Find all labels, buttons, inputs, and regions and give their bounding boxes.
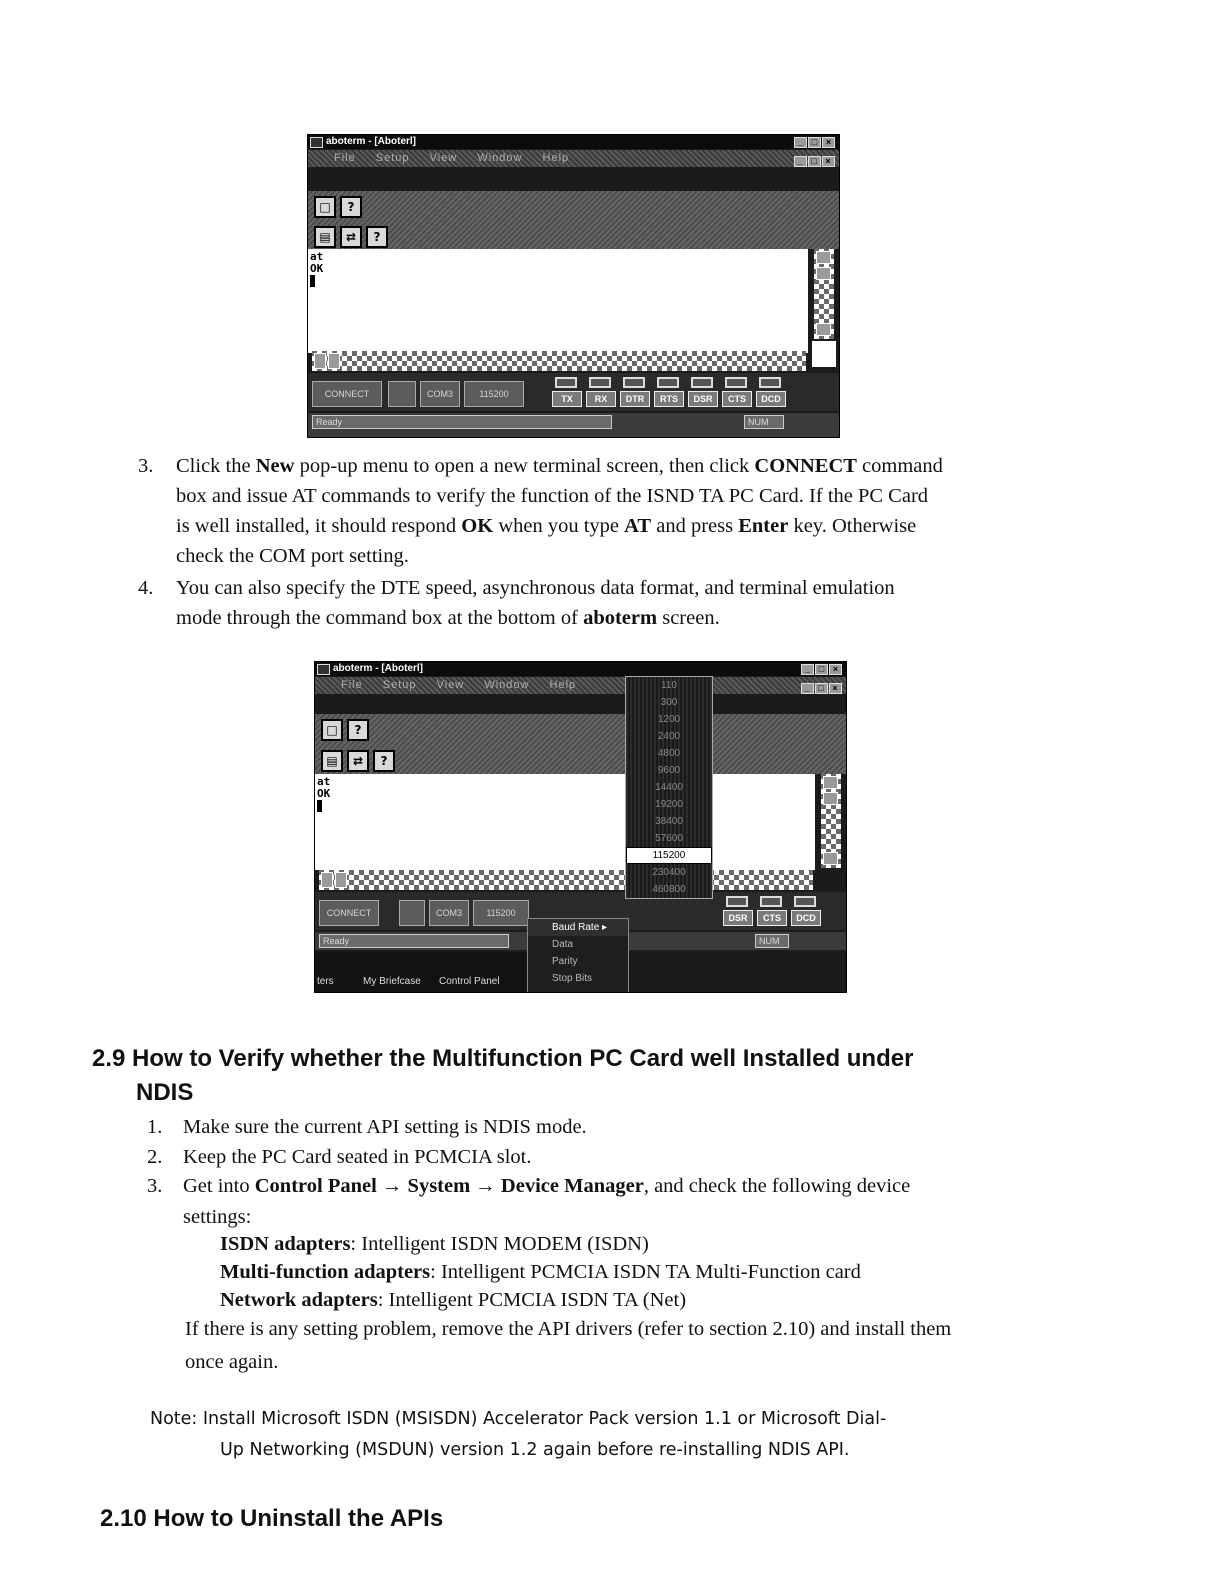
command-box-row — [308, 373, 839, 411]
window-title-bar — [308, 135, 839, 149]
menu-help[interactable]: Help — [542, 152, 570, 164]
section-heading-2-10: 2.10 How to Uninstall the APIs — [100, 1505, 444, 1532]
led-rx: RX — [586, 377, 616, 409]
section-heading-2-9 — [92, 1042, 1112, 1110]
vertical-scrollbar[interactable] — [814, 249, 834, 339]
device-setting-line: Multi-function adapters: Intelligent PCMCIA ISDN TA Multi-Function card — [220, 1261, 861, 1283]
child-minimize-icon[interactable]: _ — [794, 156, 807, 167]
child-minimize-icon[interactable]: _ — [801, 683, 814, 694]
horizontal-scrollbar[interactable] — [312, 351, 806, 371]
step-number: 3. — [138, 455, 154, 477]
menu-view[interactable]: View — [436, 679, 465, 691]
taskbar-item[interactable]: ters — [317, 976, 334, 987]
child-close-icon[interactable]: × — [822, 156, 835, 167]
scroll-hthumb[interactable] — [335, 872, 347, 888]
new-file-icon[interactable]: □ — [314, 196, 336, 218]
device-setting-line: Network adapters: Intelligent PCMCIA ISDN TA (Net) — [220, 1289, 687, 1311]
terminal-area[interactable] — [315, 774, 815, 870]
status-ready: Ready — [319, 934, 509, 948]
problem-text-line: once again. — [185, 1351, 279, 1373]
child-window-controls — [793, 153, 835, 164]
menu-file[interactable]: File — [334, 152, 356, 164]
step-text-line: mode through the command box at the bottom of aboterm screen. — [176, 607, 720, 629]
menu-item-baud-rate[interactable]: Baud Rate ▸ — [528, 919, 628, 936]
baud-option[interactable]: 1200 — [626, 711, 712, 728]
baud-option[interactable]: 9600 — [626, 762, 712, 779]
terminal-line: OK — [317, 787, 331, 800]
baud-option[interactable]: 2400 — [626, 728, 712, 745]
menu-item-stop-bits[interactable]: Stop Bits — [552, 973, 593, 984]
baud-option[interactable]: 19200 — [626, 796, 712, 813]
desktop-taskbar — [315, 952, 527, 992]
query-icon[interactable]: ? — [373, 750, 395, 772]
scroll-down-icon[interactable] — [823, 852, 838, 865]
menu-file[interactable]: File — [341, 679, 363, 691]
baud-rate-dropdown — [625, 676, 713, 899]
com-port-box[interactable]: COM3 — [429, 900, 469, 926]
scroll-hthumb[interactable] — [328, 353, 340, 369]
status-ready: Ready — [312, 415, 612, 429]
scroll-thumb[interactable] — [816, 267, 831, 280]
status-num: NUM — [755, 934, 789, 948]
step-text-line: check the COM port setting. — [176, 545, 409, 567]
section-heading-line-2: NDIS — [136, 1079, 194, 1106]
menu-setup[interactable]: Setup — [382, 679, 417, 691]
scroll-corner — [812, 341, 836, 367]
baud-option[interactable]: 4800 — [626, 745, 712, 762]
baud-option[interactable]: 115200 — [626, 847, 712, 864]
transfer-icon[interactable]: ⇄ — [340, 226, 362, 248]
led-dsr: DSR — [688, 377, 718, 409]
status-bar — [308, 413, 839, 437]
child-restore-icon[interactable]: □ — [808, 156, 821, 167]
transfer-icon[interactable]: ⇄ — [347, 750, 369, 772]
problem-text-line: If there is any setting problem, remove the API drivers (refer to section 2.10) and install them — [185, 1318, 952, 1340]
query-icon[interactable]: ? — [366, 226, 388, 248]
step-text-line: is well installed, it should respond OK when you type AT and press Enter key. Otherwise — [176, 515, 917, 537]
text-cursor — [310, 275, 315, 287]
step-text-line: Keep the PC Card seated in PCMCIA slot. — [183, 1146, 532, 1168]
baud-option[interactable]: 110 — [626, 677, 712, 694]
maximize-icon[interactable]: □ — [815, 664, 828, 675]
menu-help[interactable]: Help — [549, 679, 577, 691]
close-icon[interactable]: × — [822, 137, 835, 148]
baud-rate-box[interactable]: 115200 — [464, 381, 524, 407]
com-port-box[interactable]: COM3 — [420, 381, 460, 407]
setup-context-menu — [527, 918, 629, 993]
step-text-line: Get into Control Panel → System → Device Manager, and check the following device — [183, 1175, 911, 1197]
led-dcd: DCD — [756, 377, 786, 409]
window-app-icon — [317, 664, 330, 675]
menu-bar — [315, 677, 846, 694]
command-box-blank[interactable] — [399, 900, 425, 926]
scroll-up-icon[interactable] — [823, 776, 838, 789]
step-number: 3. — [147, 1175, 163, 1197]
led-tx: TX — [552, 377, 582, 409]
child-restore-icon[interactable]: □ — [815, 683, 828, 694]
aboterm-window-2 — [314, 661, 847, 993]
command-box-blank[interactable] — [388, 381, 416, 407]
menu-setup[interactable]: Setup — [375, 152, 410, 164]
window-title: aboterm - [Aboterl] — [333, 663, 423, 674]
menu-view[interactable]: View — [429, 152, 458, 164]
baud-option[interactable]: 300 — [626, 694, 712, 711]
step-number: 1. — [147, 1116, 163, 1138]
toolbar-2 — [308, 225, 839, 249]
note-line-2: Up Networking (MSDUN) version 1.2 again before re-installing NDIS API. — [220, 1440, 850, 1460]
maximize-icon[interactable]: □ — [808, 137, 821, 148]
note-block — [150, 1404, 1150, 1466]
menu-item-data[interactable]: Data — [552, 939, 574, 950]
baud-option[interactable]: 230400 — [626, 864, 712, 881]
terminal-area[interactable] — [308, 249, 808, 353]
scroll-left-icon[interactable] — [314, 353, 326, 369]
note-line-1: Note: Install Microsoft ISDN (MSISDN) Accelerator Pack version 1.1 or Microsoft Dial- — [150, 1409, 887, 1429]
window-controls — [793, 136, 835, 147]
led-dtr: DTR — [620, 377, 650, 409]
terminal-icon[interactable]: ▤ — [314, 226, 336, 248]
new-file-icon[interactable]: □ — [321, 719, 343, 741]
menu-bar — [308, 150, 839, 167]
window-title: aboterm - [Aboterl] — [326, 136, 416, 147]
led-dcd: DCD — [791, 896, 821, 928]
step-text-line: box and issue AT commands to verify the function of the ISND TA PC Card. If the PC Card — [176, 485, 929, 507]
horizontal-scrollbar[interactable] — [319, 870, 813, 890]
scroll-up-icon[interactable] — [816, 251, 831, 264]
led-rts: RTS — [654, 377, 684, 409]
child-close-icon[interactable]: × — [829, 683, 842, 694]
window-title-bar — [315, 662, 846, 676]
minimize-icon[interactable]: _ — [801, 664, 814, 675]
terminal-icon[interactable]: ▤ — [321, 750, 343, 772]
scroll-left-icon[interactable] — [321, 872, 333, 888]
baud-option[interactable]: 57600 — [626, 830, 712, 847]
led-dsr: DSR — [723, 896, 753, 928]
help-query-icon[interactable]: ? — [340, 196, 362, 218]
toolbar-1 — [315, 714, 846, 748]
step-number: 4. — [138, 577, 154, 599]
vertical-scrollbar[interactable] — [821, 774, 841, 868]
toolbar-2 — [315, 748, 846, 774]
toolbar-1 — [308, 191, 839, 225]
menu-window[interactable]: Window — [477, 152, 523, 164]
scroll-down-icon[interactable] — [816, 323, 831, 336]
scroll-thumb[interactable] — [823, 792, 838, 805]
baud-rate-box[interactable]: 115200 — [473, 900, 529, 926]
terminal-line: at — [310, 250, 324, 263]
window-app-icon — [310, 137, 323, 148]
menu-window[interactable]: Window — [484, 679, 530, 691]
help-query-icon[interactable]: ? — [347, 719, 369, 741]
step-text-line: Make sure the current API setting is NDIS mode. — [183, 1116, 587, 1138]
text-cursor — [317, 800, 322, 812]
terminal-line: at — [317, 775, 331, 788]
section-heading-line-1: 2.9 How to Verify whether the Multifunction PC Card well Installed under — [92, 1045, 914, 1072]
step-text-line: settings: — [183, 1206, 252, 1228]
step-text-line: You can also specify the DTE speed, asynchronous data format, and terminal emulation — [176, 577, 895, 599]
baud-option[interactable]: 38400 — [626, 813, 712, 830]
led-cts: CTS — [722, 377, 752, 409]
connect-button[interactable]: CONNECT — [319, 900, 379, 926]
aboterm-window-1 — [307, 134, 840, 438]
device-setting-line: ISDN adapters: Intelligent ISDN MODEM (ISDN) — [220, 1233, 649, 1255]
step-text-line: Click the New pop-up menu to open a new terminal screen, then click CONNECT command — [176, 455, 943, 477]
control-panel-icon[interactable]: Control Panel — [439, 976, 500, 987]
child-window-controls — [800, 680, 842, 691]
terminal-line: OK — [310, 262, 324, 275]
led-cts: CTS — [757, 896, 787, 928]
step-number: 2. — [147, 1146, 163, 1168]
status-num: NUM — [744, 415, 784, 429]
baud-option[interactable]: 14400 — [626, 779, 712, 796]
connect-button[interactable]: CONNECT — [312, 381, 382, 407]
baud-option[interactable]: 460800 — [626, 881, 712, 898]
minimize-icon[interactable]: _ — [794, 137, 807, 148]
my-briefcase-icon[interactable]: My Briefcase — [363, 976, 421, 987]
close-icon[interactable]: × — [829, 664, 842, 675]
menu-item-parity[interactable]: Parity — [552, 956, 578, 967]
window-controls — [800, 663, 842, 674]
